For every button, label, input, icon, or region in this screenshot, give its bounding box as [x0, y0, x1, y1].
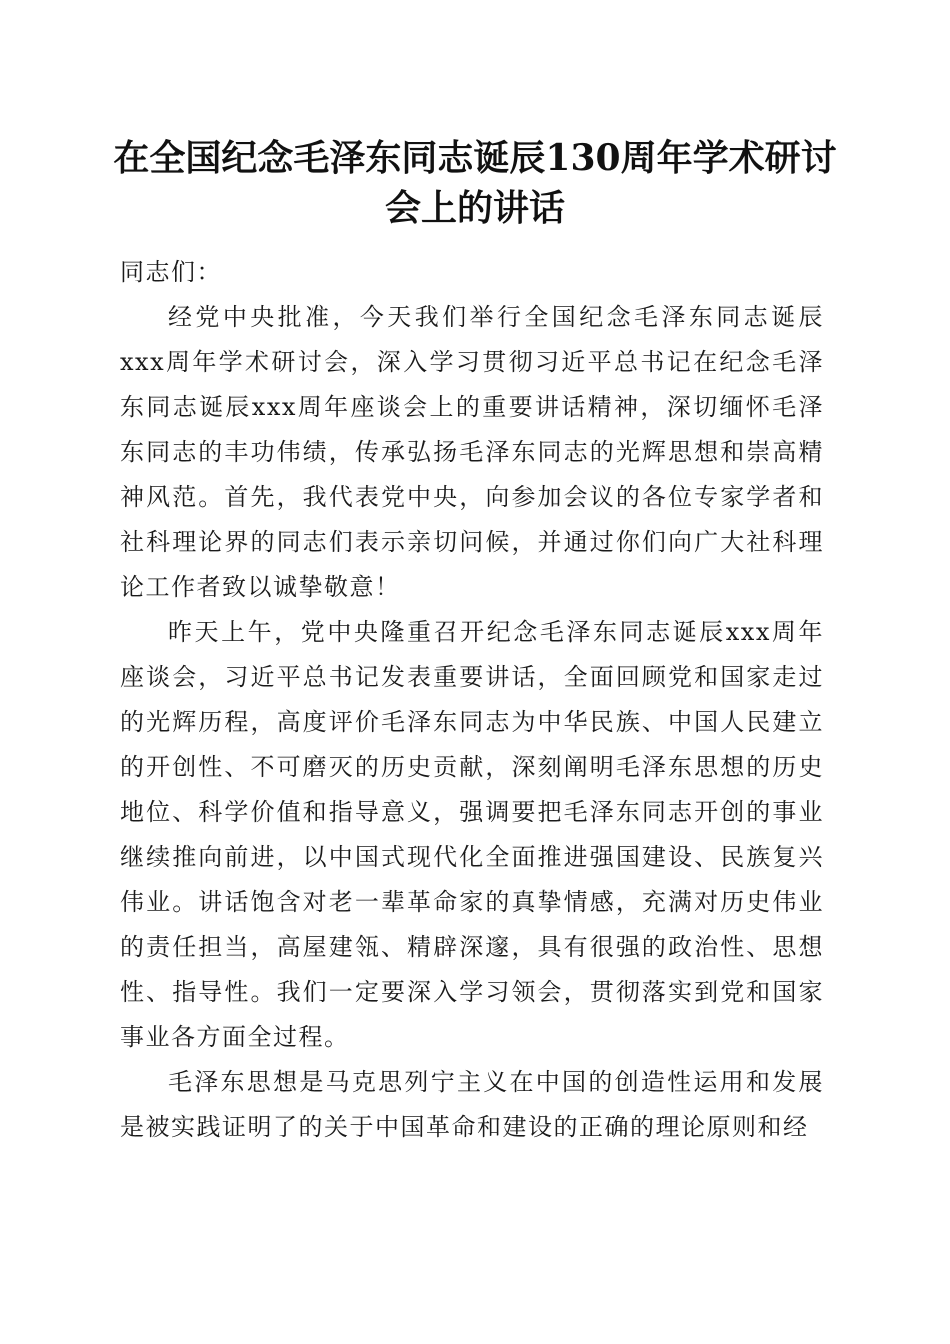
document-title: 在全国纪念毛泽东同志诞辰130周年学术研讨会上的讲话 — [113, 137, 837, 229]
paragraph-1: 经党中央批准，今天我们举行全国纪念毛泽东同志诞辰xxx周年学术研讨会，深入学习贯彻习近平总书记在纪念毛泽东同志诞辰xxx周年座谈会上的重要讲话精神，深切缅怀毛泽东同志的丰功伟绩，传承弘扬毛泽东同志的光辉思想和崇高精神风范。首先，我代表党中央，向参加会议的各位专家学者和社科理论界的同志们表示亲切问候，并通过你们向广大社科理论工作者致以诚挚敬意！ — [120, 303, 824, 601]
greeting: 同志们： — [120, 258, 222, 286]
paragraph-3: 毛泽东思想是马克思列宁主义在中国的创造性运用和发展是被实践证明了的关于中国革命和建设的正确的理论原则和经 — [120, 1068, 824, 1141]
paragraph-2: 昨天上午，党中央隆重召开纪念毛泽东同志诞辰xxx周年座谈会，习近平总书记发表重要讲话，全面回顾党和国家走过的光辉历程，高度评价毛泽东同志为中华民族、中国人民建立的开创性、不可磨灭的历史贡献，深刻阐明毛泽东思想的历史地位、科学价值和指导意义，强调要把毛泽东同志开创的事业继续推向前进，以中国式现代化全面推进强国建设、民族复兴伟业。讲话饱含对老一辈革命家的真挚情感，充满对历史伟业的责任担当，高屋建瓴、精辟深邃，具有很强的政治性、思想性、指导性。我们一定要深入学习领会，贯彻落实到党和国家事业各方面全过程。 — [120, 618, 824, 1051]
document-body — [120, 250, 824, 1150]
